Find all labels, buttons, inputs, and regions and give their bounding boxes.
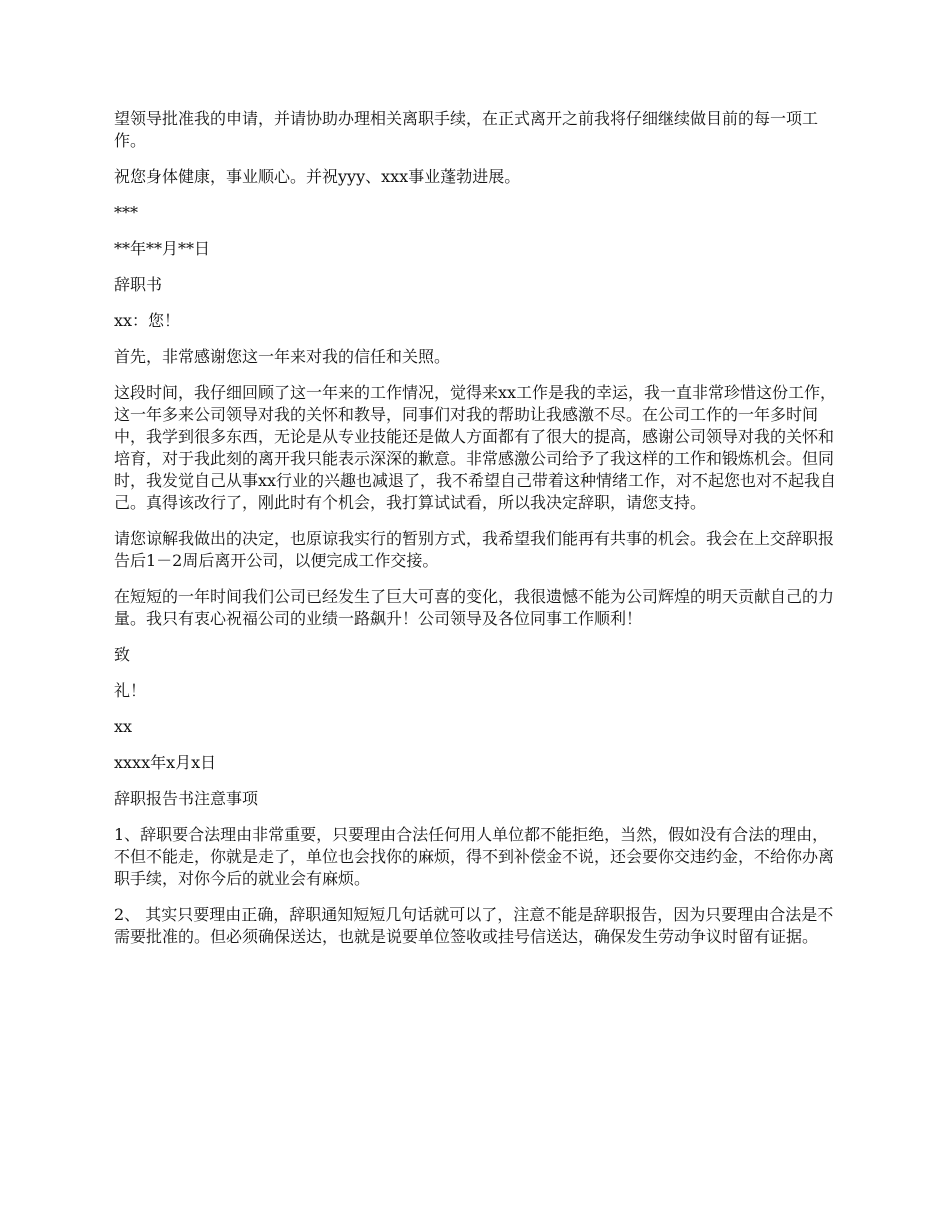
note-item-2: 2、 其实只要理由正确，辞职通知短短几句话就可以了，注意不能是辞职报告，因为只要理由合法是不需要批准的。但必须确保送达，也就是说要单位签收或挂号信送达，确保发生劳动争议时留有证据。 (114, 905, 834, 946)
letter-signature-date: xxxx年x月x日 (114, 753, 217, 772)
signature-name: *** (114, 203, 138, 222)
opening-paragraph: 首先，非常感谢您这一年来对我的信任和关照。 (114, 347, 451, 366)
closing-to: 致 (114, 645, 131, 664)
body-paragraph-blessing: 在短短的一年时间我们公司已经发生了巨大可喜的变化，我很遗憾不能为公司辉煌的明天贡献自己的力量。我只有衷心祝福公司的业绩一路飙升！公司领导及各位同事工作顺利！ (114, 587, 835, 628)
body-paragraph-notice: 请您谅解我做出的决定，也原谅我实行的暂别方式，我希望我们能再有共事的机会。我会在上交辞职报告后1－2周后离开公司，以便完成工作交接。 (114, 529, 835, 570)
wishes-paragraph: 祝您身体健康，事业顺心。并祝yyy、xxx事业蓬勃进展。 (114, 167, 521, 186)
signature-date: **年**月**日 (114, 239, 211, 258)
closing-regards: 礼！ (114, 681, 147, 700)
salutation: xx：您！ (114, 311, 181, 330)
document-body (114, 108, 844, 962)
notes-heading: 辞职报告书注意事项 (114, 789, 259, 808)
note-item-1: 1、辞职要合法理由非常重要，只要理由合法任何用人单位都不能拒绝，当然，假如没有合法的理由，不但不能走，你就是走了，单位也会找你的麻烦，得不到补偿金不说，还会要你交违约金，不给你办离职手续，对你今后的就业会有麻烦。 (114, 825, 835, 888)
letter-signature-name: xx (114, 717, 133, 736)
letter-title: 辞职书 (114, 275, 163, 294)
closing-request-paragraph: 望领导批准我的申请，并请协助办理相关离职手续，在正式离开之前我将仔细继续做目前的每一项工作。 (114, 109, 819, 150)
body-paragraph-reflection: 这段时间，我仔细回顾了这一年来的工作情况，觉得来xx工作是我的幸运，我一直非常珍惜这份工作，这一年多来公司领导对我的关怀和教导，同事们对我的帮助让我感激不尽。在公司工作的一年多时间中，我学到很多东西，无论是从专业技能还是做人方面都有了很大的提高，感谢公司领导对我的关怀和培育，对于我此刻的离开我只能表示深深的歉意。非常感激公司给予了我这样的工作和锻炼机会。但同时，我发觉自己从事xx行业的兴趣也减退了，我不希望自己带着这种情绪工作，对不起您也对不起我自己。真得该改行了，刚此时有个机会，我打算试试看，所以我决定辞职，请您支持。 (114, 383, 837, 512)
